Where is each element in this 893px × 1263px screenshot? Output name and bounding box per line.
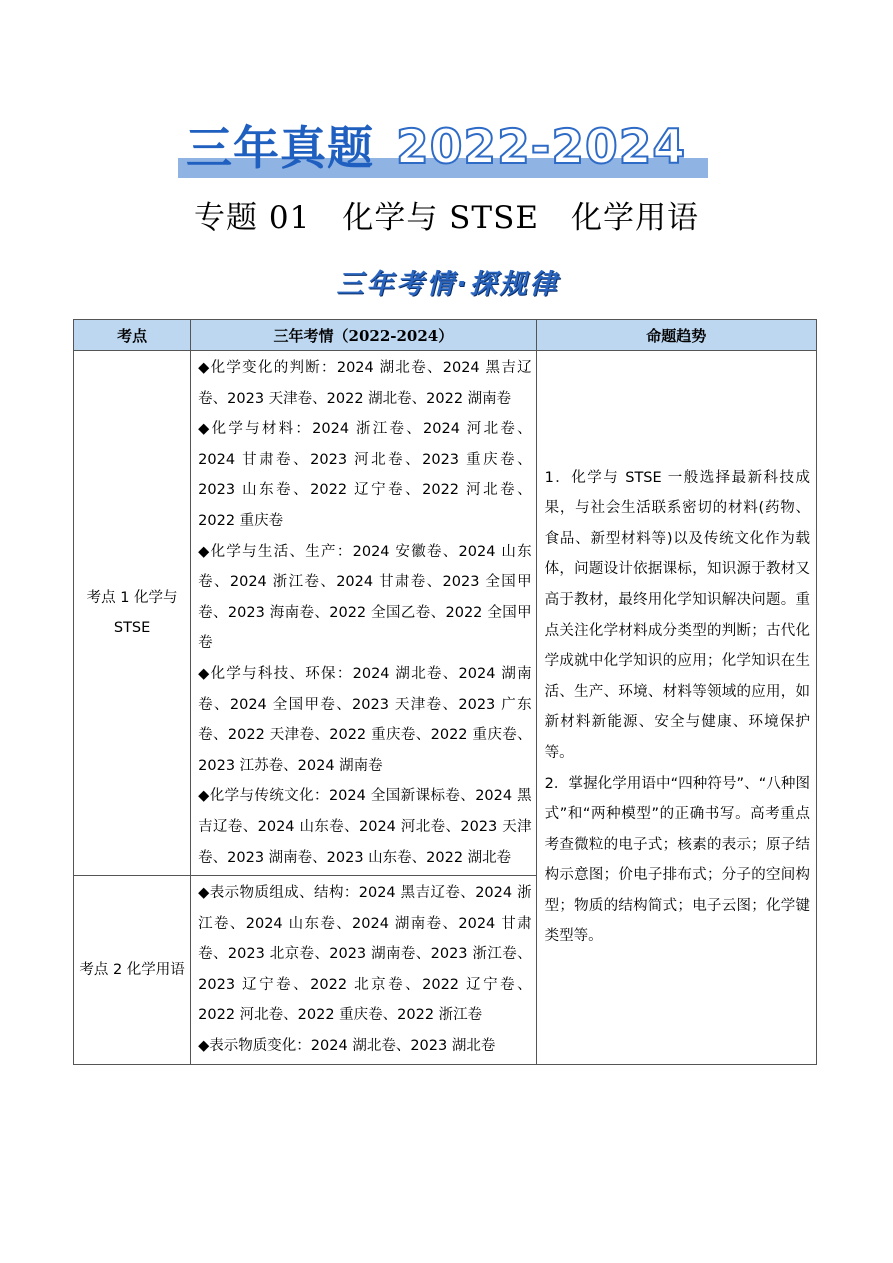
table-header-row	[74, 320, 817, 351]
exam-item: ◆化学与生活、生产：2024 安徽卷、2024 山东卷、2024 浙江卷、2024 甘肃卷、2023 全国甲卷、2023 海南卷、2022 全国乙卷、2022 全国甲卷	[198, 543, 532, 652]
topic-cell: 考点 1 化学与 STSE	[74, 351, 191, 876]
trend-cell	[536, 351, 816, 1065]
table-row	[74, 351, 817, 876]
header-trend: 命题趋势	[536, 320, 816, 351]
exam-item: ◆化学变化的判断：2024 湖北卷、2024 黑吉辽卷、2023 天津卷、2022 湖北卷、2022 湖南卷	[198, 360, 532, 407]
trend-paragraph: 1．化学与 STSE 一般选择最新科技成果，与社会生活联系密切的材料(药物、食品、新型材料等)以及传统文化作为载体，问题设计依据课标，知识源于教材又高于教材，最终用化学知识解决问题。重点关注化学材料成分类型的判断；古代化学成就中化学知识的应用；化学知识在生活、生产、环境、材料等领域的应用，如新材料新能源、安全与健康、环境保护等。	[544, 469, 810, 761]
exam-analysis-table	[73, 319, 817, 1065]
exam-item: ◆化学与材料：2024 浙江卷、2024 河北卷、2024 甘肃卷、2023 河北卷、2023 重庆卷、2023 山东卷、2022 辽宁卷、2022 河北卷、2022 重庆卷	[198, 421, 532, 529]
exam-list-cell	[191, 876, 536, 1065]
header-banner	[178, 120, 714, 182]
exam-list-cell	[191, 351, 536, 876]
document-title: 专题 01 化学与 STSE 化学用语	[194, 200, 699, 236]
header-topic: 考点	[74, 320, 191, 351]
trend-paragraph: 2．掌握化学用语中“四种符号”、“八种图式”和“两种模型”的正确书写。高考重点考查微粒的电子式；核素的表示；原子结构示意图；价电子排布式；分子的空间构型；物质的结构简式；电子云图；化学键类型等。	[544, 775, 810, 945]
exam-item: ◆化学与科技、环保：2024 湖北卷、2024 湖南卷、2024 全国甲卷、2023 天津卷、2023 广东卷、2022 天津卷、2022 重庆卷、2022 重庆卷、2023 江苏卷、2024 湖南卷	[198, 665, 532, 774]
header-exams: 三年考情（2022-2024）	[191, 320, 536, 351]
banner-title-right: 2022-2024	[396, 120, 687, 175]
exam-item: ◆表示物质变化：2024 湖北卷、2023 湖北卷	[198, 1038, 496, 1055]
topic-cell: 考点 2 化学用语	[74, 876, 191, 1065]
section-banner: 三年考情·探规律	[336, 269, 560, 300]
banner-title-left: 三年真题	[186, 121, 374, 175]
exam-item: ◆化学与传统文化：2024 全国新课标卷、2024 黑吉辽卷、2024 山东卷、2024 河北卷、2023 天津卷、2023 湖南卷、2023 山东卷、2022 湖北卷	[198, 788, 532, 866]
exam-item: ◆表示物质组成、结构：2024 黑吉辽卷、2024 浙江卷、2024 山东卷、2024 湖南卷、2024 甘肃卷、2023 北京卷、2023 湖南卷、2023 浙江卷、2023 辽宁卷、2022 北京卷、2022 辽宁卷、2022 河北卷、2022 重庆卷、2022 浙江卷	[198, 885, 532, 1024]
